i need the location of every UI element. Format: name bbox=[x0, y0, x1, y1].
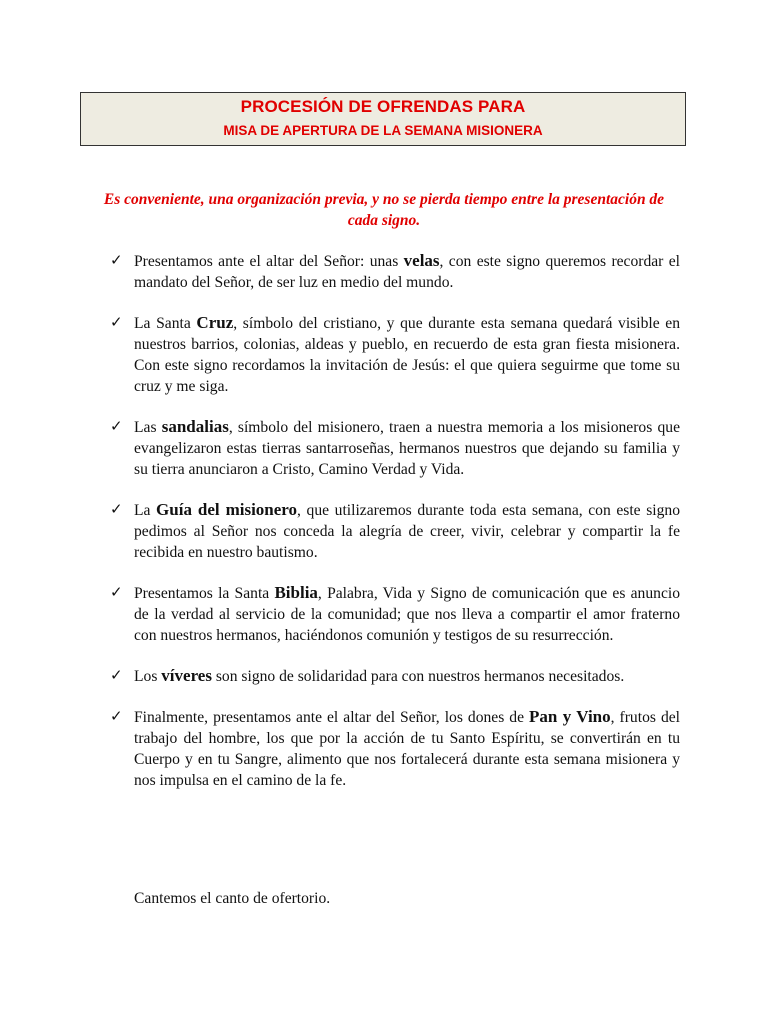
checkmark-icon: ✓ bbox=[110, 417, 123, 435]
item-text: Presentamos ante el altar del Señor: unas velas, con este signo queremos recordar el mandato del Señor, de ser luz en medio del mundo. bbox=[134, 251, 680, 291]
offerings-list bbox=[110, 250, 680, 810]
list-item bbox=[110, 665, 680, 687]
list-item bbox=[110, 312, 680, 397]
item-text: La Santa Cruz, símbolo del cristiano, y que durante esta semana quedará visible en nuestros barrios, colonias, aldeas y pueblo, en recuerdo de esta gran fiesta misionera. Con este signo recordamos la invitación de Jesús: el que quiera seguirme que tome su cruz y me siga. bbox=[134, 313, 681, 395]
checkmark-icon: ✓ bbox=[110, 707, 123, 725]
title-box bbox=[80, 92, 686, 146]
checkmark-icon: ✓ bbox=[110, 313, 123, 331]
list-item bbox=[110, 706, 680, 791]
closing-line: Cantemos el canto de ofertorio. bbox=[134, 890, 331, 907]
offering-name: Cruz bbox=[196, 313, 234, 332]
checkmark-icon: ✓ bbox=[110, 500, 123, 518]
list-item bbox=[110, 499, 680, 563]
offering-name: velas bbox=[403, 251, 440, 270]
checkmark-icon: ✓ bbox=[110, 666, 123, 684]
offering-name: Guía del misionero bbox=[156, 500, 298, 519]
offering-name: víveres bbox=[161, 666, 212, 685]
offering-name: sandalias bbox=[161, 417, 229, 436]
item-text: Presentamos la Santa Biblia, Palabra, Vida y Signo de comunicación que es anuncio de la verdad al servicio de la comunidad; que nos lleva a compartir el amor fraterno con nuestros hermanos, haciéndonos comunión y testigos de su resurrección. bbox=[134, 583, 680, 644]
document-subtitle: MISA DE APERTURA DE LA SEMANA MISIONERA bbox=[223, 123, 543, 138]
checkmark-icon: ✓ bbox=[110, 583, 123, 601]
offering-name: Pan y Vino bbox=[529, 707, 611, 726]
item-text: Las sandalias, símbolo del misionero, traen a nuestra memoria a los misioneros que evangelizaron estas tierras santarroseñas, hermanos nuestros que dejando su familia y su tierra anunciaron a Cristo, Camino Verdad y Vida. bbox=[134, 417, 680, 478]
offering-name: Biblia bbox=[274, 583, 318, 602]
item-text: La Guía del misionero, que utilizaremos durante toda esta semana, con este signo pedimos al Señor nos conceda la alegría de creer, vivir, celebrar y compartir la fe recibida en nuestro bautismo. bbox=[134, 500, 680, 561]
instruction-note: Es conveniente, una organización previa, y no se pierda tiempo entre la presentación de cada signo. bbox=[103, 191, 665, 229]
list-item bbox=[110, 416, 680, 480]
document-title: PROCESIÓN DE OFRENDAS PARA bbox=[240, 97, 526, 116]
list-item bbox=[110, 250, 680, 293]
item-text: Finalmente, presentamos ante el altar del Señor, los dones de Pan y Vino, frutos del trabajo del hombre, los que por la acción de tu Santo Espíritu, se convertirán en tu Cuerpo y en tu Sangre, alimento que nos fortalecerá durante esta semana misionera y nos impulsa en el camino de la fe. bbox=[134, 707, 680, 789]
item-text: Los víveres son signo de solidaridad para con nuestros hermanos necesitados. bbox=[134, 666, 625, 685]
list-item bbox=[110, 582, 680, 646]
checkmark-icon: ✓ bbox=[110, 251, 123, 269]
